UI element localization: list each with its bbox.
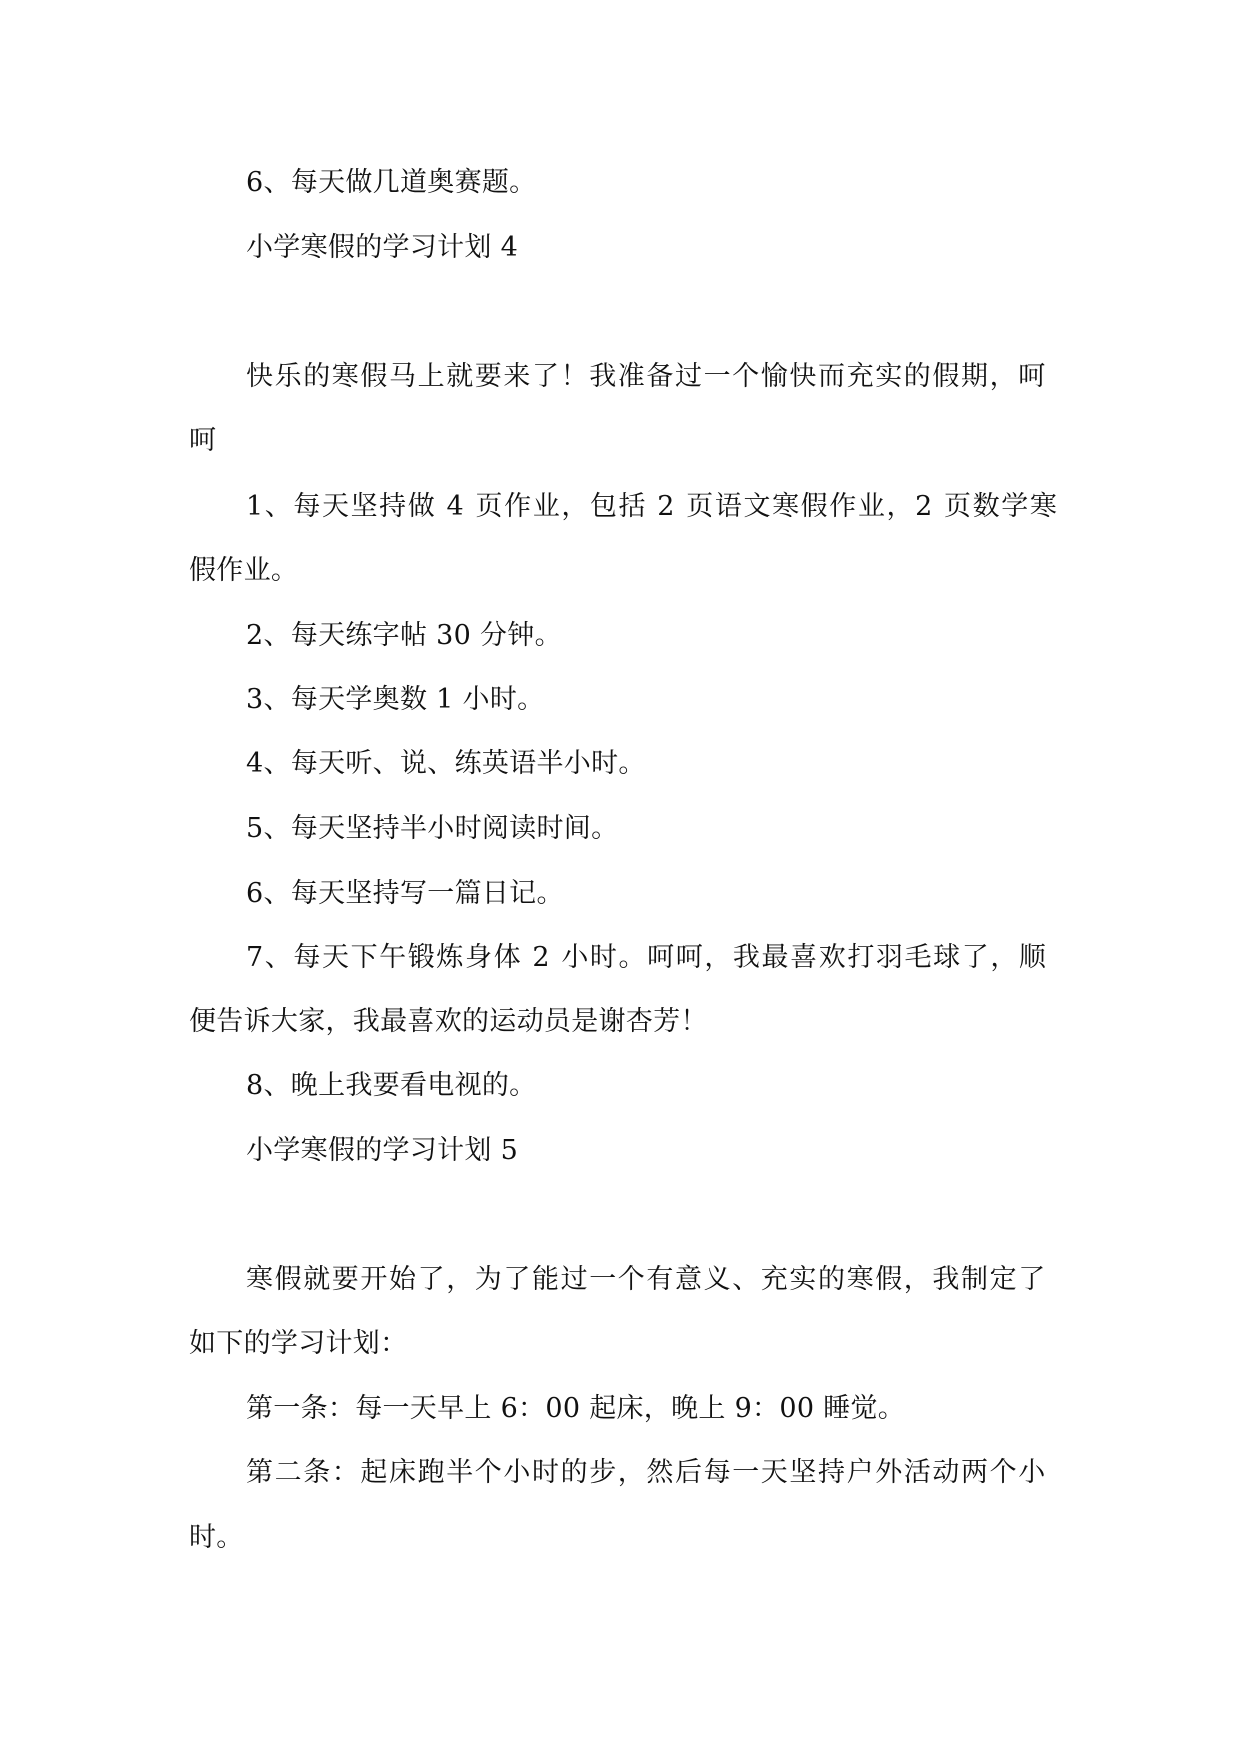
- list-item-7-line-1: 7、每天下午锻炼身体 2 小时。呵呵，我最喜欢打羽毛球了，顺: [246, 942, 1048, 973]
- list-item-2: 2、每天练字帖 30 分钟。: [246, 620, 562, 651]
- list-item-olympiad: 6、每天做几道奥赛题。: [246, 167, 537, 198]
- list-item-1-line-1: 1、每天坚持做 4 页作业，包括 2 页语文寒假作业，2 页数学寒: [246, 491, 1059, 522]
- list-item-8: 8、晚上我要看电视的。: [246, 1070, 537, 1101]
- list-item-3: 3、每天学奥数 1 小时。: [246, 684, 545, 715]
- rule-1: 第一条：每一天早上 6：00 起床，晚上 9：00 睡觉。: [246, 1393, 906, 1424]
- list-item-4: 4、每天听、说、练英语半小时。: [246, 748, 646, 779]
- list-item-5: 5、每天坚持半小时阅读时间。: [246, 813, 619, 844]
- list-item-6: 6、每天坚持写一篇日记。: [246, 878, 564, 909]
- section-heading-plan-5: 小学寒假的学习计划 5: [246, 1135, 519, 1166]
- section-heading-plan-4: 小学寒假的学习计划 4: [246, 232, 519, 263]
- plan-5-intro-line-2: 如下的学习计划：: [189, 1328, 408, 1359]
- intro-paragraph-line-2: 呵: [189, 425, 217, 456]
- rule-2-line-2: 时。: [189, 1522, 244, 1553]
- list-item-1-line-2: 假作业。: [189, 555, 299, 586]
- list-item-7-line-2: 便告诉大家，我最喜欢的运动员是谢杏芳！: [189, 1006, 708, 1037]
- intro-paragraph-line-1: 快乐的寒假马上就要来了！我准备过一个愉快而充实的假期，呵: [246, 361, 1047, 392]
- rule-2-line-1: 第二条：起床跑半个小时的步，然后每一天坚持户外活动两个小: [246, 1457, 1047, 1488]
- plan-5-intro-line-1: 寒假就要开始了，为了能过一个有意义、充实的寒假，我制定了: [246, 1264, 1047, 1295]
